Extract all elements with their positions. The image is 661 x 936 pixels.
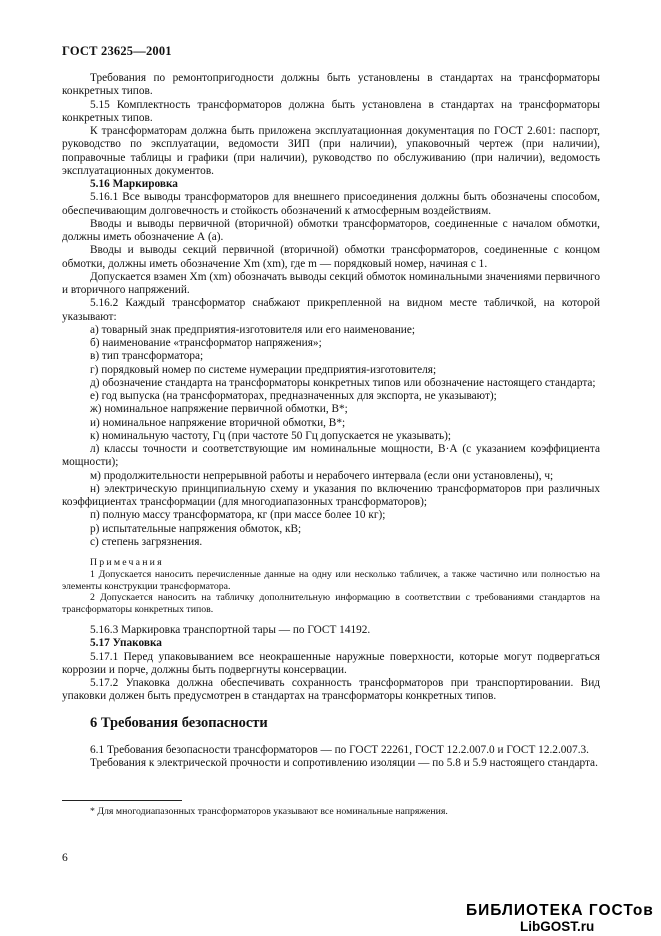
paragraph: К трансформаторам должна быть приложена эксплуатационная документация по ГОСТ 2.601: паспорт, руководство по эксплуатации, ведомости ЗИП (при наличии), упаковочный чертеж (при наличии), поправочные таблицы и графики (при наличии), руководство по обслуживанию (при наличии), ведомость эксплуатационных документов.: [62, 125, 600, 177]
paragraph: 5.17.1 Перед упаковыванием все неокрашенные наружные поверхности, которые могут подвергаться коррозии и порче, должны быть подвергнуты консервации.: [62, 650, 600, 676]
list-item: ж) номинальное напряжение первичной обмотки, В*;: [90, 403, 348, 416]
list-item: в) тип трансформатора;: [90, 350, 204, 363]
note: 1 Допускается наносить перечисленные данные на одну или несколько табличек, а также частично или полностью на элементы конструкции трансформатора.: [62, 569, 600, 592]
list-item: е) год выпуска (на трансформаторах, предназначенных для экспорта, не указывают);: [90, 390, 497, 402]
list-item: а) товарный знак предприятия-изготовителя или его наименование;: [90, 323, 415, 336]
list-item: м) продолжительности непрерывной работы и нерабочего интервала (если они установлены), ч;: [90, 469, 554, 482]
paragraph: Допускается взамен Xm (xm) обозначать выводы секций обмоток номинальными значениями первичного и вторичного напряжений.: [62, 270, 600, 296]
footnote: * Для многодиапазонных трансформаторов указывают все номинальные напряжения.: [90, 806, 448, 817]
paragraph: 5.15 Комплектность трансформаторов должна быть установлена в стандартах на трансформаторы конкретных типов.: [62, 98, 600, 124]
section-heading: 5.16 Маркировка: [90, 178, 178, 190]
paragraph: 5.17.2 Упаковка должна обеспечивать сохранность трансформаторов при транспортировании. Вид упаковки должен быть предусмотрен в стандартах на трансформаторы конкретных типов.: [62, 677, 600, 703]
footnote-divider: [62, 800, 182, 801]
notes-heading: Примечания: [90, 557, 164, 568]
paragraph: 5.16.2 Каждый трансформатор снабжают прикрепленной на видном месте табличкой, на которой указывают:: [62, 297, 600, 323]
paragraph: Требования по ремонтопригодности должны быть установлены в стандартах на трансформаторы конкретных типов.: [62, 72, 600, 98]
list-item: и) номинальное напряжение вторичной обмотки, В*;: [90, 416, 346, 429]
watermark-library: БИБЛИОТЕКА ГОСТов: [466, 902, 654, 919]
document-header: ГОСТ 23625—2001: [62, 44, 172, 58]
list-item: с) степень загрязнения.: [90, 535, 203, 548]
paragraph: 5.16.3 Маркировка транспортной тары — по ГОСТ 14192.: [90, 624, 371, 636]
list-item: б) наименование «трансформатор напряжения»;: [90, 337, 322, 349]
section-heading: 5.17 Упаковка: [90, 637, 162, 650]
watermark-link[interactable]: LibGOST.ru: [520, 919, 595, 934]
paragraph: 6.1 Требования безопасности трансформаторов — по ГОСТ 22261, ГОСТ 12.2.007.0 и ГОСТ 12.2.007.3.: [90, 743, 590, 756]
page-number: 6: [62, 852, 68, 864]
list-item: п) полную массу трансформатора, кг (при массе более 10 кг);: [90, 509, 386, 522]
paragraph: 5.16.1 Все выводы трансформаторов для внешнего присоединения должны быть обозначены способом, обеспечивающим долговечность и стойкость обозначений к атмосферным воздействиям.: [62, 191, 600, 217]
note: 2 Допускается наносить на табличку дополнительную информацию в соответствии с требованиями стандартов на трансформаторы конкретных типов.: [62, 592, 600, 615]
paragraph: Вводы и выводы первичной (вторичной) обмотки трансформаторов, соединенные с началом обмотки, должны иметь обозначение А (а).: [62, 217, 600, 243]
paragraph: Вводы и выводы секций первичной (вторичной) обмотки трансформаторов, соединенные с концом обмотки, должны иметь обозначение Xm (xm), где m — порядковый номер, начиная с 1.: [62, 244, 600, 270]
list-item: н) электрическую принципиальную схему и указания по включению трансформаторов при различных коэффициентах трансформации (для многодиапазонных трансформаторов);: [62, 482, 600, 508]
list-item: д) обозначение стандарта на трансформаторы конкретных типов или обозначение настоящего стандарта;: [90, 376, 596, 389]
document-body: [62, 72, 600, 770]
section-6-title: 6 Требования безопасности: [90, 714, 268, 731]
list-item: р) испытательные напряжения обмоток, кВ;: [90, 522, 302, 535]
list-item: г) порядковый номер по системе нумерации предприятия-изготовителя;: [90, 363, 437, 376]
list-item: к) номинальную частоту, Гц (при частоте 50 Гц допускается не указывать);: [90, 429, 451, 442]
list-item: л) классы точности и соответствующие им номинальные мощности, В·А (с указанием коэффициента мощности);: [62, 443, 600, 469]
paragraph: Требования к электрической прочности и сопротивлению изоляции — по 5.8 и 5.9 настоящего стандарта.: [90, 757, 598, 769]
